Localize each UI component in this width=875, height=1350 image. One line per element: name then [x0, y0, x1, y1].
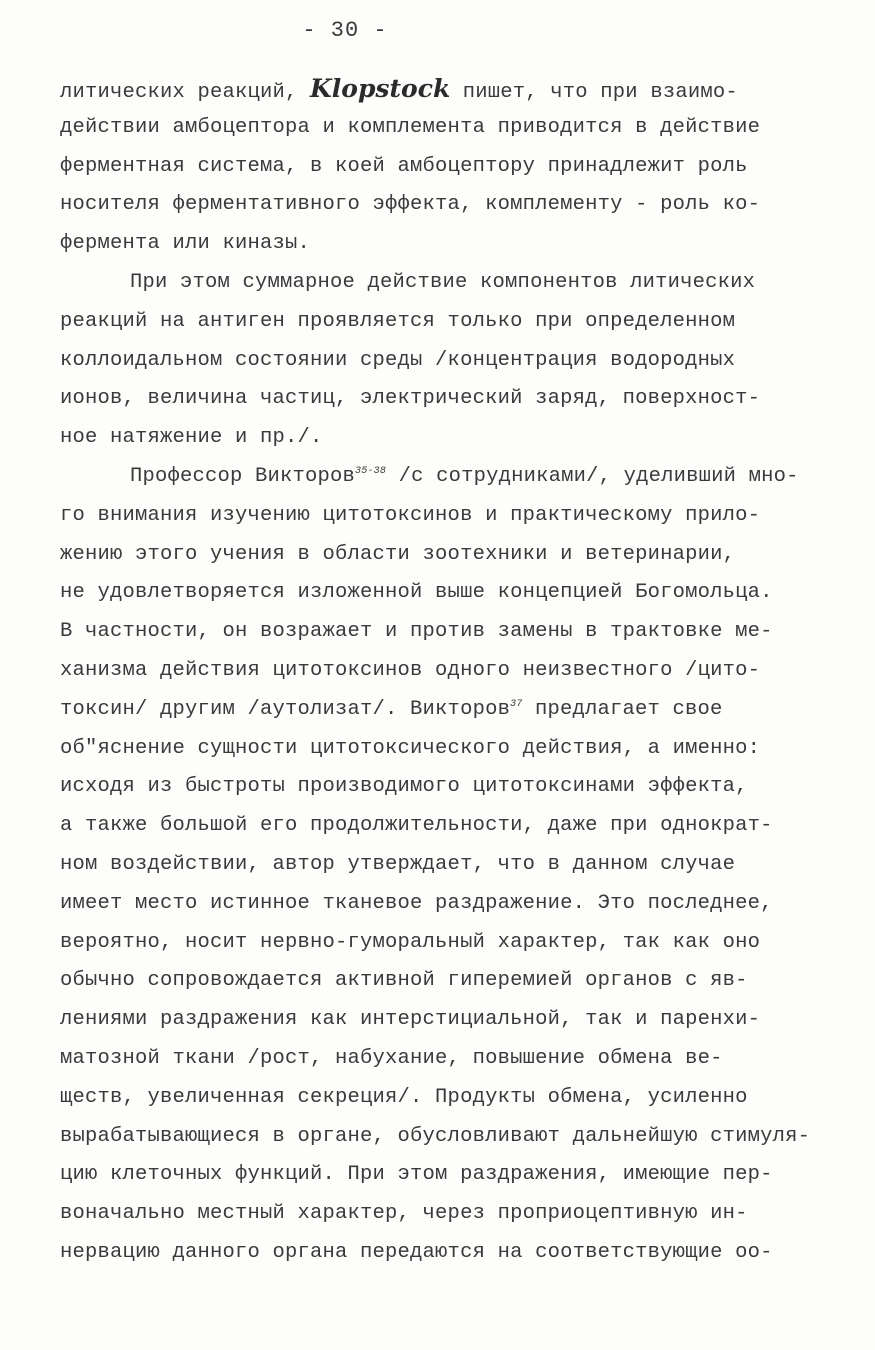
text-line: вероятно, носит нервно-гуморальный характер, так как оно: [60, 930, 761, 954]
reference-superscript: 37: [510, 698, 523, 710]
text-line: действии амбоцептора и комплемента приводится в действие: [60, 115, 761, 139]
text-line: воначально местный характер, через проприоцептивную ин-: [60, 1202, 748, 1226]
text-line: При этом суммарное действие компонентов литических: [130, 270, 756, 294]
text-line: исходя из быстроты производимого цитотоксинами эффекта,: [60, 775, 748, 799]
text-line: коллоидальном состоянии среды /концентрация водородных: [60, 348, 736, 372]
text-line: имеет место истинное тканевое раздражение. Это последнее,: [60, 891, 773, 915]
text-line: а также большой его продолжительности, даже при однократ-: [60, 814, 773, 838]
text-line: не удовлетворяется изложенной выше концепцией Богомольца.: [60, 581, 773, 605]
text-line: ном воздействии, автор утверждает, что в данном случае: [60, 852, 736, 876]
document-body: [60, 70, 820, 1273]
text-line: об"яснение сущности цитотоксического действия, а именно:: [60, 736, 761, 760]
text-line: цию клеточных функций. При этом раздражения, имеющие пер-: [60, 1163, 773, 1187]
handwritten-name: Klopstock: [310, 74, 451, 103]
text-line: В частности, он возражает и против замены в трактовке ме-: [60, 620, 773, 644]
text-line: матозной ткани /рост, набухание, повышение обмена ве-: [60, 1046, 723, 1070]
text-line: Профессор Викторов$^{35-38}$ /с сотрудниками/, уделивший мно-: [130, 464, 799, 488]
text-line: токсин/ другим /аутолизат/. Викторов$^{37}$ предлагает свое: [60, 697, 723, 721]
text-line: го внимания изучению цитотоксинов и практическому прило-: [60, 503, 761, 527]
text-line: носителя ферментативного эффекта, комплементу - роль ко-: [60, 193, 761, 217]
page-number: - 30 -: [302, 18, 388, 43]
text-line: ное натяжение и пр./.: [60, 426, 323, 450]
text-line: ферментная система, в коей амбоцептору принадлежит роль: [60, 154, 748, 178]
text-line: ионов, величина частиц, электрический заряд, поверхност-: [60, 387, 761, 411]
text-line: вырабатывающиеся в органе, обусловливают дальнейшую стимуля-: [60, 1124, 811, 1148]
text-line: ществ, увеличенная секреция/. Продукты обмена, усиленно: [60, 1085, 748, 1109]
text-line: лениями раздражения как интерстициальной, так и паренхи-: [60, 1008, 761, 1032]
text-line: жению этого учения в области зоотехники и ветеринарии,: [60, 542, 736, 566]
text-line: ханизма действия цитотоксинов одного неизвестного /цито-: [60, 658, 761, 682]
text-line: нервацию данного органа передаются на соответствующие оо-: [60, 1240, 773, 1264]
text-line: фермента или киназы.: [60, 232, 311, 256]
text-line: реакций на антиген проявляется только при определенном: [60, 309, 736, 333]
reference-superscript: 35-38: [355, 466, 387, 478]
text-line: литических реакций, Klopstock пишет, что при взаимо-: [60, 74, 738, 104]
text-line: обычно сопровождается активной гиперемией органов с яв-: [60, 969, 748, 993]
